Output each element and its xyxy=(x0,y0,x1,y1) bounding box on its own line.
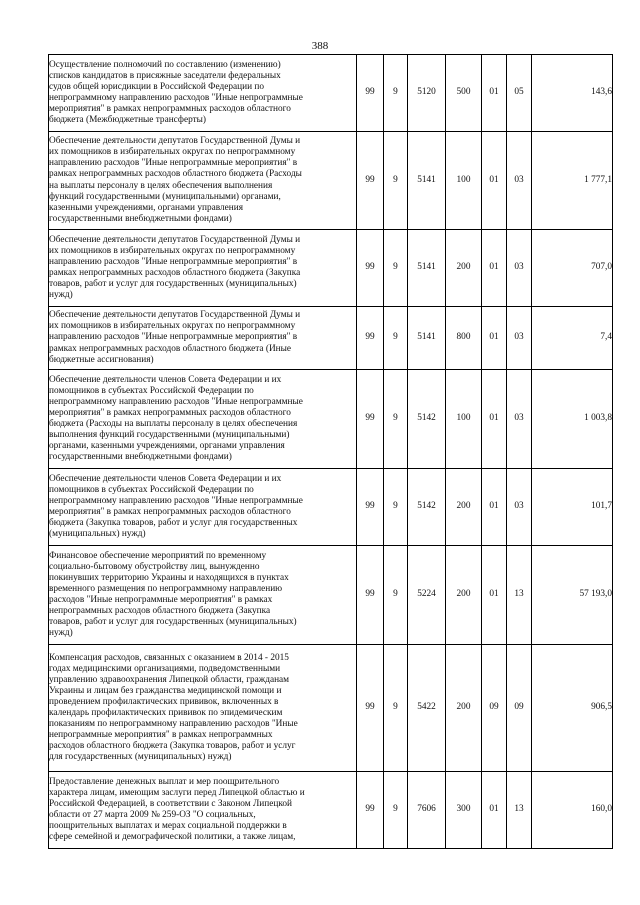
code-cell: 03 xyxy=(507,132,532,230)
code-cell: 99 xyxy=(357,370,384,469)
code-cell: 800 xyxy=(446,307,482,370)
code-cell: 7606 xyxy=(408,772,446,849)
amount-cell: 906,5 xyxy=(532,645,613,772)
code-cell: 03 xyxy=(507,230,532,307)
amount-cell: 1 003,8 xyxy=(532,370,613,469)
code-cell: 99 xyxy=(357,772,384,849)
code-cell: 13 xyxy=(507,546,532,645)
row-description: Компенсация расходов, связанных с оказанием в 2014 - 2015 годах медицинскими организациями, подведомственными управлению здравоохранения Липецкой области, гражданам Украины и лицам без гражданства медицинской помощи и проведением профилактических прививок, включенных в календарь профилактических прививок по эпидемическим показаниям по непрограммному направлению расходов "Иные непрограммные мероприятия" в рамках непрограммных расходов областного бюджета (Закупка товаров, работ и услуг для государственных (муниципальных) нужд) xyxy=(49,645,357,772)
page-number: 388 xyxy=(311,40,329,52)
code-cell: 03 xyxy=(507,307,532,370)
code-cell: 9 xyxy=(384,546,408,645)
code-cell: 01 xyxy=(482,230,507,307)
amount-cell: 57 193,0 xyxy=(532,546,613,645)
table-row xyxy=(49,469,613,546)
row-description: Обеспечение деятельности депутатов Государственной Думы и их помощников в избирательных округах по непрограммному направлению расходов "Иные непрограммные мероприятия" в рамках непрограммных расходов областного бюджета (Расходы на выплаты персоналу в целях обеспечения выполнения функций государственными (муниципальными) органами, казенными учреждениями, органами управления государственными внебюджетными фондами) xyxy=(49,132,357,230)
code-cell: 200 xyxy=(446,230,482,307)
table-row xyxy=(49,230,613,307)
row-description: Осуществление полномочий по составлению (изменению) списков кандидатов в присяжные заседатели федеральных судов общей юрисдикции в Российской Федерации по непрограммному направлению расходов "Иные непрограммные мероприятия" в рамках непрограммных расходов областного бюджета (Межбюджетные трансферты) xyxy=(49,55,357,132)
code-cell: 01 xyxy=(482,307,507,370)
row-description: Обеспечение деятельности депутатов Государственной Думы и их помощников в избирательных округах по непрограммному направлению расходов "Иные непрограммные мероприятия" в рамках непрограммных расходов областного бюджета (Закупка товаров, работ и услуг для государственных (муниципальных) нужд) xyxy=(49,230,357,307)
code-cell: 13 xyxy=(507,772,532,849)
code-cell: 5141 xyxy=(408,132,446,230)
code-cell: 99 xyxy=(357,132,384,230)
table-row xyxy=(49,772,613,849)
code-cell: 01 xyxy=(482,132,507,230)
amount-cell: 101,7 xyxy=(532,469,613,546)
code-cell: 09 xyxy=(482,645,507,772)
code-cell: 99 xyxy=(357,469,384,546)
code-cell: 9 xyxy=(384,230,408,307)
table-row xyxy=(49,55,613,132)
code-cell: 5141 xyxy=(408,230,446,307)
code-cell: 200 xyxy=(446,546,482,645)
code-cell: 01 xyxy=(482,469,507,546)
row-description: Обеспечение деятельности депутатов Государственной Думы и их помощников в избирательных округах по непрограммному направлению расходов "Иные непрограммные мероприятия" в рамках непрограммных расходов областного бюджета (Иные бюджетные ассигнования) xyxy=(49,307,357,370)
code-cell: 9 xyxy=(384,307,408,370)
amount-cell: 1 777,1 xyxy=(532,132,613,230)
table-row xyxy=(49,132,613,230)
row-description: Обеспечение деятельности членов Совета Федерации и их помощников в субъектах Российской Федерации по непрограммному направлению расходов "Иные непрограммные мероприятия" в рамках непрограммных расходов областного бюджета (Расходы на выплаты персоналу в целях обеспечения выполнения функций государственными (муниципальными) органами, казенными учреждениями, органами управления государственными внебюджетными фондами) xyxy=(49,370,357,469)
code-cell: 100 xyxy=(446,370,482,469)
code-cell: 09 xyxy=(507,645,532,772)
code-cell: 99 xyxy=(357,307,384,370)
code-cell: 100 xyxy=(446,132,482,230)
code-cell: 200 xyxy=(446,469,482,546)
code-cell: 5142 xyxy=(408,370,446,469)
table-row xyxy=(49,645,613,772)
code-cell: 200 xyxy=(446,645,482,772)
code-cell: 03 xyxy=(507,370,532,469)
code-cell: 03 xyxy=(507,469,532,546)
table-row xyxy=(49,370,613,469)
row-description: Обеспечение деятельности членов Совета Федерации и их помощников в субъектах Российской Федерации по непрограммному направлению расходов "Иные непрограммные мероприятия" в рамках непрограммных расходов областного бюджета (Закупка товаров, работ и услуг для государственных (муниципальных) нужд) xyxy=(49,469,357,546)
code-cell: 5142 xyxy=(408,469,446,546)
code-cell: 9 xyxy=(384,132,408,230)
code-cell: 01 xyxy=(482,370,507,469)
code-cell: 9 xyxy=(384,370,408,469)
code-cell: 300 xyxy=(446,772,482,849)
code-cell: 5224 xyxy=(408,546,446,645)
code-cell: 5422 xyxy=(408,645,446,772)
row-description: Финансовое обеспечение мероприятий по временному социально-бытовому обустройству лиц, вынужденно покинувших территорию Украины и находящихся в пунктах временного размещения по непрограммному направлению расходов "Иные непрограммные мероприятия" в рамках непрограммных расходов областного бюджета (Закупка товаров, работ и услуг для государственных (муниципальных) нужд) xyxy=(49,546,357,645)
code-cell: 99 xyxy=(357,546,384,645)
code-cell: 99 xyxy=(357,230,384,307)
table-row xyxy=(49,307,613,370)
code-cell: 99 xyxy=(357,55,384,132)
code-cell: 9 xyxy=(384,55,408,132)
budget-table xyxy=(48,54,613,849)
code-cell: 05 xyxy=(507,55,532,132)
table-body xyxy=(49,55,613,849)
table-row xyxy=(49,546,613,645)
code-cell: 01 xyxy=(482,772,507,849)
code-cell: 9 xyxy=(384,469,408,546)
code-cell: 9 xyxy=(384,645,408,772)
row-description: Предоставление денежных выплат и мер поощрительного характера лицам, имеющим заслуги перед Липецкой областью и Российской Федерацией, в соответствии с Законом Липецкой области от 27 марта 2009 № 259-ОЗ "О социальных, поощрительных выплатах и мерах социальной поддержки в сфере семейной и демографической политики, а также лицам, xyxy=(49,772,357,849)
code-cell: 01 xyxy=(482,55,507,132)
code-cell: 99 xyxy=(357,645,384,772)
amount-cell: 160,0 xyxy=(532,772,613,849)
code-cell: 5120 xyxy=(408,55,446,132)
code-cell: 9 xyxy=(384,772,408,849)
code-cell: 5141 xyxy=(408,307,446,370)
code-cell: 500 xyxy=(446,55,482,132)
code-cell: 01 xyxy=(482,546,507,645)
amount-cell: 7,4 xyxy=(532,307,613,370)
amount-cell: 143,6 xyxy=(532,55,613,132)
amount-cell: 707,0 xyxy=(532,230,613,307)
